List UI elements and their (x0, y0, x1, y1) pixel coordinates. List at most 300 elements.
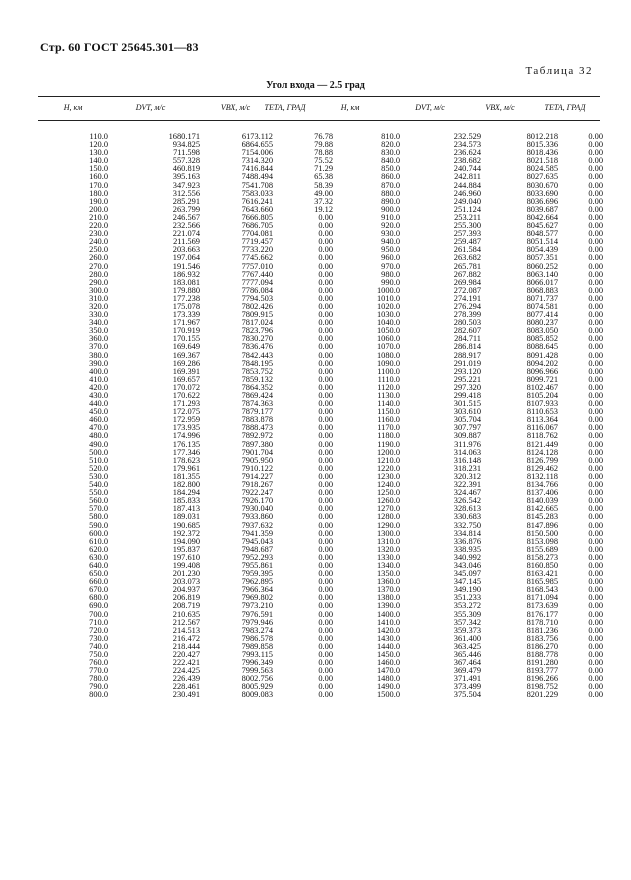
cell-dvt: 326.542 (453, 496, 481, 506)
cell-vvx: 8051.514 (526, 237, 558, 247)
cell-vvx: 6864.655 (241, 140, 273, 150)
cell-vvx: 8099.721 (526, 374, 558, 384)
cell-dvt: 280.503 (453, 318, 481, 328)
cell-h: 150.0 (89, 164, 108, 174)
cell-vvx: 7583.033 (241, 188, 273, 198)
cell-teta: 0.00 (588, 512, 603, 522)
cell-dvt: 238.682 (453, 156, 481, 166)
cell-teta: 0.00 (588, 463, 603, 473)
cell-dvt: 309.887 (453, 431, 481, 441)
cell-dvt: 201.230 (172, 569, 200, 579)
cell-h: 770.0 (89, 666, 108, 676)
cell-h: 1250.0 (376, 488, 400, 498)
cell-dvt: 169.657 (172, 374, 200, 384)
cell-teta: 0.00 (588, 471, 603, 481)
cell-dvt: 185.833 (172, 496, 200, 506)
cell-teta: 0.00 (588, 212, 603, 222)
cell-teta: 0.00 (318, 350, 333, 360)
cell-vvx: 8173.639 (526, 601, 558, 611)
cell-teta: 0.00 (318, 415, 333, 425)
cell-teta: 0.00 (318, 560, 333, 570)
cell-vvx: 7830.270 (241, 334, 273, 344)
cell-vvx: 8134.766 (526, 480, 558, 490)
cell-vvx: 7973.210 (241, 601, 273, 611)
cell-vvx: 8085.852 (526, 334, 558, 344)
cell-h: 660.0 (89, 577, 108, 587)
cell-dvt: 203.663 (172, 245, 200, 255)
cell-dvt: 291.019 (453, 358, 481, 368)
cell-dvt: 336.876 (453, 536, 481, 546)
cell-teta: 0.00 (318, 658, 333, 668)
cell-h: 1290.0 (376, 520, 400, 530)
table-caption: Угол входа — 2.5 град (266, 80, 365, 91)
cell-dvt: 295.221 (453, 374, 481, 384)
cell-dvt: 324.467 (453, 488, 481, 498)
cell-dvt: 371.491 (453, 674, 481, 684)
cell-teta: 0.00 (588, 382, 603, 392)
cell-h: 1090.0 (376, 358, 400, 368)
cell-vvx: 8027.635 (526, 172, 558, 182)
cell-vvx: 7918.267 (241, 480, 273, 490)
col-header-teta-2: ТЕТА, ГРАД (544, 103, 586, 112)
cell-dvt: 221.074 (172, 229, 200, 239)
cell-vvx: 7930.040 (241, 504, 273, 514)
cell-teta: 0.00 (318, 229, 333, 239)
cell-dvt: 169.391 (172, 366, 200, 376)
cell-h: 410.0 (89, 374, 108, 384)
cell-vvx: 8030.670 (526, 180, 558, 190)
cell-h: 1030.0 (376, 310, 400, 320)
cell-dvt: 189.031 (172, 512, 200, 522)
cell-h: 680.0 (89, 593, 108, 603)
cell-teta: 0.00 (588, 358, 603, 368)
cell-h: 890.0 (381, 196, 400, 206)
cell-teta: 0.00 (588, 407, 603, 417)
cell-vvx: 8196.266 (526, 674, 558, 684)
cell-vvx: 8140.039 (526, 496, 558, 506)
cell-vvx: 7952.293 (241, 552, 273, 562)
cell-teta: 0.00 (318, 293, 333, 303)
cell-dvt: 176.135 (172, 439, 200, 449)
cell-vvx: 8163.421 (526, 569, 558, 579)
cell-vvx: 8160.850 (526, 560, 558, 570)
cell-dvt: 191.546 (172, 261, 200, 271)
cell-dvt: 557.328 (172, 156, 200, 166)
cell-vvx: 8045.627 (526, 221, 558, 231)
cell-vvx: 7733.220 (241, 245, 273, 255)
cell-h: 630.0 (89, 552, 108, 562)
cell-vvx: 7666.805 (241, 212, 273, 222)
cell-vvx: 8102.467 (526, 382, 558, 392)
cell-dvt: 274.191 (453, 293, 481, 303)
cell-vvx: 8150.500 (526, 528, 558, 538)
cell-h: 720.0 (89, 625, 108, 635)
cell-teta: 0.00 (318, 480, 333, 490)
cell-h: 1390.0 (376, 601, 400, 611)
cell-h: 760.0 (89, 658, 108, 668)
cell-h: 600.0 (89, 528, 108, 538)
cell-teta: 0.00 (588, 569, 603, 579)
cell-h: 260.0 (89, 253, 108, 263)
cell-h: 1060.0 (376, 334, 400, 344)
cell-dvt: 175.078 (172, 301, 200, 311)
header-rule-bottom (38, 120, 600, 121)
cell-vvx: 8124.128 (526, 447, 558, 457)
cell-h: 250.0 (89, 245, 108, 255)
cell-teta: 0.00 (588, 148, 603, 158)
cell-h: 550.0 (89, 488, 108, 498)
cell-teta: 0.00 (588, 318, 603, 328)
cell-h: 1340.0 (376, 560, 400, 570)
cell-teta: 0.00 (588, 140, 603, 150)
cell-vvx: 8005.929 (241, 682, 273, 692)
cell-teta: 0.00 (588, 641, 603, 651)
cell-h: 940.0 (381, 237, 400, 247)
cell-vvx: 8068.883 (526, 285, 558, 295)
cell-teta: 0.00 (318, 358, 333, 368)
cell-vvx: 8158.273 (526, 552, 558, 562)
cell-vvx: 8042.664 (526, 212, 558, 222)
cell-h: 1420.0 (376, 625, 400, 635)
cell-vvx: 8168.543 (526, 585, 558, 595)
cell-vvx: 8021.518 (526, 156, 558, 166)
cell-teta: 0.00 (588, 196, 603, 206)
cell-teta: 0.00 (318, 609, 333, 619)
cell-dvt: 373.499 (453, 682, 481, 692)
cell-teta: 0.00 (588, 285, 603, 295)
cell-dvt: 257.393 (453, 229, 481, 239)
cell-dvt: 228.461 (172, 682, 200, 692)
cell-h: 460.0 (89, 415, 108, 425)
cell-dvt: 259.487 (453, 237, 481, 247)
cell-h: 650.0 (89, 569, 108, 579)
cell-vvx: 8132.118 (526, 471, 558, 481)
cell-teta: 0.00 (588, 528, 603, 538)
cell-h: 910.0 (381, 212, 400, 222)
cell-dvt: 282.607 (453, 326, 481, 336)
cell-dvt: 363.425 (453, 641, 481, 651)
cell-vvx: 7643.660 (241, 204, 273, 214)
cell-vvx: 8153.098 (526, 536, 558, 546)
cell-teta: 79.88 (314, 140, 333, 150)
cell-h: 1430.0 (376, 633, 400, 643)
cell-teta: 0.00 (318, 520, 333, 530)
cell-dvt: 232.529 (453, 132, 481, 141)
cell-h: 1360.0 (376, 577, 400, 587)
cell-teta: 0.00 (318, 569, 333, 579)
cell-h: 210.0 (89, 212, 108, 222)
cell-h: 730.0 (89, 633, 108, 643)
cell-h: 120.0 (89, 140, 108, 150)
cell-dvt: 314.063 (453, 447, 481, 457)
cell-h: 990.0 (381, 277, 400, 287)
cell-h: 350.0 (89, 326, 108, 336)
cell-vvx: 7986.578 (241, 633, 273, 643)
cell-vvx: 7859.132 (241, 374, 273, 384)
cell-vvx: 7853.752 (241, 366, 273, 376)
cell-dvt: 195.837 (172, 544, 200, 554)
cell-h: 1310.0 (376, 536, 400, 546)
cell-teta: 0.00 (588, 682, 603, 692)
data-table (38, 132, 603, 700)
cell-h: 860.0 (381, 172, 400, 182)
cell-vvx: 7948.687 (241, 544, 273, 554)
cell-vvx: 8165.985 (526, 577, 558, 587)
cell-teta: 0.00 (588, 658, 603, 668)
cell-dvt: 232.566 (172, 221, 200, 231)
cell-h: 450.0 (89, 407, 108, 417)
cell-teta: 0.00 (318, 253, 333, 263)
cell-dvt: 234.573 (453, 140, 481, 150)
cell-h: 420.0 (89, 382, 108, 392)
cell-dvt: 349.190 (453, 585, 481, 595)
cell-teta: 0.00 (318, 310, 333, 320)
cell-h: 810.0 (381, 132, 400, 141)
cell-teta: 0.00 (588, 609, 603, 619)
cell-vvx: 7616.241 (241, 196, 273, 206)
cell-teta: 75.52 (314, 156, 333, 166)
cell-teta: 0.00 (588, 488, 603, 498)
cell-h: 1330.0 (376, 552, 400, 562)
cell-h: 670.0 (89, 585, 108, 595)
cell-dvt: 177.238 (172, 293, 200, 303)
cell-vvx: 7937.632 (241, 520, 273, 530)
cell-dvt: 169.649 (172, 342, 200, 352)
cell-vvx: 8129.462 (526, 463, 558, 473)
col-header-teta-1: ТЕТА, ГРАД (264, 103, 306, 112)
cell-dvt: 218.444 (172, 641, 200, 651)
cell-h: 1210.0 (376, 455, 400, 465)
cell-dvt: 183.081 (172, 277, 200, 287)
cell-dvt: 269.984 (453, 277, 481, 287)
cell-vvx: 8091.428 (526, 350, 558, 360)
cell-vvx: 8077.414 (526, 310, 558, 320)
cell-dvt: 199.408 (172, 560, 200, 570)
cell-vvx: 8054.439 (526, 245, 558, 255)
cell-teta: 0.00 (318, 536, 333, 546)
cell-dvt: 355.309 (453, 609, 481, 619)
cell-teta: 0.00 (318, 221, 333, 231)
cell-h: 970.0 (381, 261, 400, 271)
cell-vvx: 8033.690 (526, 188, 558, 198)
cell-h: 240.0 (89, 237, 108, 247)
cell-teta: 0.00 (318, 318, 333, 328)
cell-h: 1140.0 (377, 399, 400, 409)
cell-vvx: 7767.440 (241, 269, 273, 279)
cell-h: 330.0 (89, 310, 108, 320)
cell-h: 700.0 (89, 609, 108, 619)
cell-teta: 0.00 (588, 180, 603, 190)
cell-teta: 65.38 (314, 172, 333, 182)
cell-teta: 0.00 (318, 301, 333, 311)
cell-vvx: 8186.270 (526, 641, 558, 651)
cell-vvx: 8137.406 (526, 488, 558, 498)
cell-vvx: 7888.473 (241, 423, 273, 433)
cell-h: 1370.0 (376, 585, 400, 595)
cell-vvx: 7993.115 (241, 650, 273, 659)
cell-teta: 0.00 (588, 204, 603, 214)
cell-teta: 0.00 (318, 617, 333, 627)
cell-teta: 0.00 (318, 407, 333, 417)
cell-vvx: 8181.236 (526, 625, 558, 635)
cell-vvx: 7922.247 (241, 488, 273, 498)
cell-teta: 0.00 (318, 633, 333, 643)
cell-teta: 0.00 (318, 504, 333, 514)
cell-vvx: 8018.436 (526, 148, 558, 158)
cell-dvt: 190.685 (172, 520, 200, 530)
cell-h: 1130.0 (377, 391, 400, 400)
cell-h: 320.0 (89, 301, 108, 311)
cell-dvt: 172.959 (172, 415, 200, 425)
cell-teta: 0.00 (588, 552, 603, 562)
cell-vvx: 8155.689 (526, 544, 558, 554)
cell-vvx: 8171.094 (526, 593, 558, 603)
cell-teta: 19.12 (314, 204, 333, 214)
cell-h: 1450.0 (376, 650, 400, 659)
cell-h: 1270.0 (376, 504, 400, 514)
cell-dvt: 173.935 (172, 423, 200, 433)
cell-vvx: 7802.426 (241, 301, 273, 311)
cell-vvx: 7983.274 (241, 625, 273, 635)
cell-teta: 78.88 (314, 148, 333, 158)
cell-h: 1020.0 (376, 301, 400, 311)
cell-teta: 0.00 (588, 253, 603, 263)
cell-teta: 0.00 (588, 520, 603, 530)
cell-vvx: 7933.860 (241, 512, 273, 522)
cell-h: 1240.0 (376, 480, 400, 490)
cell-dvt: 301.515 (453, 399, 481, 409)
cell-vvx: 7959.395 (241, 569, 273, 579)
cell-teta: 0.00 (318, 399, 333, 409)
cell-dvt: 173.339 (172, 310, 200, 320)
cell-h: 340.0 (89, 318, 108, 328)
cell-dvt: 212.567 (172, 617, 200, 627)
cell-h: 490.0 (89, 439, 108, 449)
cell-vvx: 7901.704 (241, 447, 273, 457)
cell-h: 1200.0 (376, 447, 400, 457)
cell-vvx: 7541.708 (241, 180, 273, 190)
cell-vvx: 8063.140 (526, 269, 558, 279)
cell-vvx: 8191.280 (526, 658, 558, 668)
cell-dvt: 211.569 (173, 237, 200, 247)
cell-dvt: 177.346 (172, 447, 200, 457)
cell-h: 1110.0 (377, 374, 400, 384)
col-header-dvt-2: DVТ, м/с (415, 103, 445, 112)
cell-vvx: 7879.177 (241, 407, 273, 417)
cell-h: 710.0 (89, 617, 108, 627)
cell-h: 780.0 (89, 674, 108, 684)
cell-dvt: 311.976 (454, 439, 481, 449)
cell-teta: 0.00 (318, 625, 333, 635)
cell-h: 850.0 (381, 164, 400, 174)
cell-vvx: 7883.878 (241, 415, 273, 425)
cell-h: 1050.0 (376, 326, 400, 336)
cell-vvx: 7786.084 (241, 285, 273, 295)
cell-teta: 0.00 (318, 366, 333, 376)
cell-vvx: 8083.050 (526, 326, 558, 336)
cell-teta: 0.00 (588, 666, 603, 676)
cell-dvt: 172.075 (172, 407, 200, 417)
cell-h: 1070.0 (376, 342, 400, 352)
cell-vvx: 8057.351 (526, 253, 558, 263)
cell-vvx: 8002.756 (241, 674, 273, 684)
cell-teta: 0.00 (588, 237, 603, 247)
cell-vvx: 7945.043 (241, 536, 273, 546)
cell-h: 430.0 (89, 391, 108, 400)
cell-h: 1230.0 (376, 471, 400, 481)
cell-vvx: 7686.705 (241, 221, 273, 231)
cell-vvx: 8178.710 (526, 617, 558, 627)
cell-teta: 0.00 (318, 212, 333, 222)
cell-dvt: 169.367 (172, 350, 200, 360)
cell-h: 380.0 (89, 350, 108, 360)
cell-teta: 0.00 (588, 585, 603, 595)
cell-vvx: 7817.024 (241, 318, 273, 328)
cell-vvx: 7488.494 (241, 172, 273, 182)
cell-teta: 0.00 (318, 528, 333, 538)
cell-dvt: 305.704 (453, 415, 481, 425)
cell-h: 1010.0 (376, 293, 400, 303)
cell-teta: 0.00 (318, 463, 333, 473)
cell-h: 400.0 (89, 366, 108, 376)
cell-vvx: 8009.083 (241, 690, 273, 700)
cell-teta: 0.00 (588, 310, 603, 320)
cell-teta: 0.00 (588, 269, 603, 279)
cell-dvt: 251.124 (453, 204, 481, 214)
cell-h: 1350.0 (376, 569, 400, 579)
cell-teta: 0.00 (588, 245, 603, 255)
cell-dvt: 226.439 (172, 674, 200, 684)
cell-dvt: 365.446 (453, 650, 481, 659)
cell-vvx: 7823.796 (241, 326, 273, 336)
cell-vvx: 7996.349 (241, 658, 273, 668)
cell-dvt: 255.300 (453, 221, 481, 231)
cell-vvx: 8110.653 (526, 407, 558, 417)
cell-dvt: 246.567 (172, 212, 200, 222)
cell-dvt: 242.811 (454, 172, 481, 182)
cell-h: 1170.0 (377, 423, 400, 433)
cell-teta: 0.00 (588, 415, 603, 425)
cell-vvx: 7874.363 (241, 399, 273, 409)
cell-dvt: 178.623 (172, 455, 200, 465)
cell-vvx: 8121.449 (526, 439, 558, 449)
cell-dvt: 367.464 (453, 658, 481, 668)
cell-h: 370.0 (89, 342, 108, 352)
cell-teta: 0.00 (588, 439, 603, 449)
cell-dvt: 351.233 (453, 593, 481, 603)
cell-dvt: 169.286 (172, 358, 200, 368)
cell-h: 1190.0 (377, 439, 400, 449)
cell-teta: 0.00 (318, 512, 333, 522)
cell-teta: 0.00 (318, 496, 333, 506)
cell-dvt: 285.291 (172, 196, 200, 206)
cell-h: 560.0 (89, 496, 108, 506)
cell-h: 580.0 (89, 512, 108, 522)
cell-h: 310.0 (89, 293, 108, 303)
cell-teta: 0.00 (318, 585, 333, 595)
cell-h: 750.0 (89, 650, 108, 659)
cell-teta: 0.00 (318, 447, 333, 457)
cell-h: 280.0 (89, 269, 108, 279)
cell-vvx: 7897.380 (241, 439, 273, 449)
cell-teta: 0.00 (318, 391, 333, 400)
cell-h: 1410.0 (376, 617, 400, 627)
cell-dvt: 179.880 (172, 285, 200, 295)
cell-dvt: 276.294 (453, 301, 481, 311)
cell-vvx: 7999.563 (241, 666, 273, 676)
cell-teta: 0.00 (588, 455, 603, 465)
cell-vvx: 7416.844 (241, 164, 273, 174)
